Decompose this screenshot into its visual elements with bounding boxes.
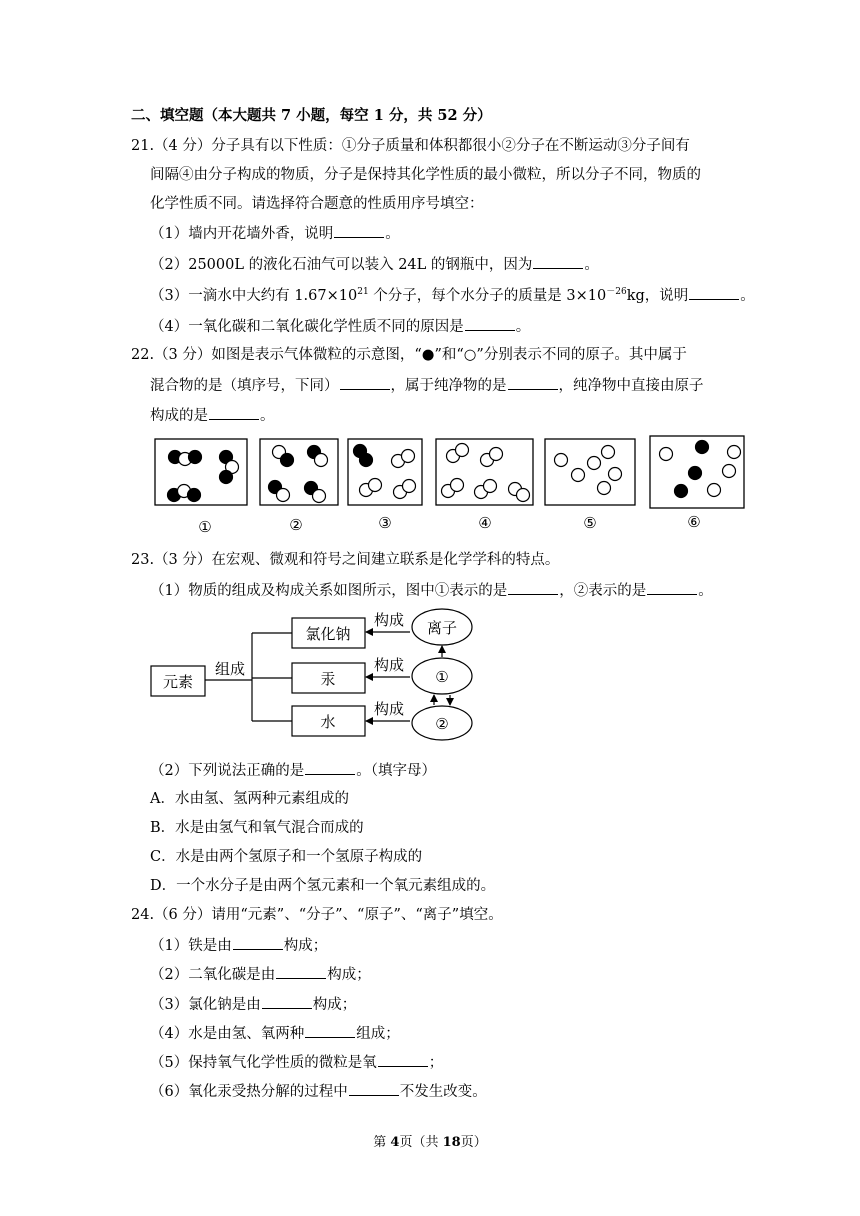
answer-blank[interactable] xyxy=(262,994,312,1009)
q23-option-b: B．水是由氢气和氧气混合而成的 xyxy=(150,820,364,836)
q23-line1: 23.（3 分）在宏观、微观和符号之间建立联系是化学学科的特点。 xyxy=(131,552,560,568)
element-label: 元素 xyxy=(162,673,194,691)
q24-line1: 24.（6 分）请用“元素”、“分子”、“原子”、“离子”填空。 xyxy=(131,907,503,923)
white-atom xyxy=(572,469,585,482)
compose-label: 组成 xyxy=(214,660,246,678)
ion-label: 离子 xyxy=(426,619,458,637)
white-atom xyxy=(484,480,497,493)
q24-part3: （3）氯化钠是由 构成； xyxy=(150,994,356,1015)
q24-part1: （1）铁是由 构成； xyxy=(150,935,327,956)
white-atom xyxy=(456,444,469,457)
nacl-label: 氯化钠 xyxy=(305,625,351,643)
white-atom xyxy=(598,482,611,495)
section-title: 二、填空题（本大题共 7 小题，每空 1 分，共 52 分） xyxy=(131,107,492,124)
white-atom xyxy=(490,448,503,461)
q21-part3: （3）一滴水中大约有 $1.67\times 10^{21}$ 个分子，每个水分子的质量是 $3\times 10^{-26}kg$，说明 。 xyxy=(150,287,755,304)
white-atom xyxy=(403,480,416,493)
box-2 xyxy=(260,439,338,505)
composition-diagram xyxy=(140,606,490,746)
answer-blank[interactable] xyxy=(276,964,326,979)
q22-line1: 22.（3 分）如图是表示气体微粒的示意图，“●”和“○”分别表示不同的原子。其中属于 xyxy=(131,347,687,363)
circle-1-label: ① xyxy=(435,668,449,686)
white-atom xyxy=(602,446,615,459)
answer-blank[interactable] xyxy=(349,1081,399,1096)
q22-line2: 混合物的是（填序号，下同） ，属于纯净物的是 ，纯净物中直接由原子 xyxy=(150,375,704,396)
white-atom xyxy=(555,454,568,467)
white-atom xyxy=(517,489,530,502)
q21-part4: （4）一氧化碳和二氧化碳化学性质不同的原因是 。 xyxy=(150,316,530,337)
black-atom xyxy=(696,441,709,454)
particle-diagram xyxy=(150,430,750,540)
black-atom xyxy=(689,467,702,480)
box-label-6: ⑥ xyxy=(687,513,701,531)
white-atom xyxy=(277,489,290,502)
black-atom xyxy=(281,454,294,467)
black-atom xyxy=(675,485,688,498)
black-atom xyxy=(188,489,201,502)
white-atom xyxy=(660,448,673,461)
box-label-3: ③ xyxy=(378,514,392,532)
q22-line3: 构成的是 。 xyxy=(150,405,275,426)
box-label-1: ① xyxy=(198,518,212,536)
make-label-2: 构成 xyxy=(373,656,405,674)
answer-blank[interactable] xyxy=(209,405,259,420)
white-atom xyxy=(313,490,326,503)
answer-blank[interactable] xyxy=(378,1052,428,1067)
q23-option-d: D．一个水分子是由两个氢元素和一个氧元素组成的。 xyxy=(150,878,496,894)
answer-blank[interactable] xyxy=(508,580,558,595)
q24-part5: （5）保持氧气化学性质的微粒是氧 ； xyxy=(150,1052,443,1073)
box-label-4: ④ xyxy=(478,514,492,532)
white-atom xyxy=(723,465,736,478)
q21-intro-line3: 化学性质不同。请选择符合题意的性质用序号填空： xyxy=(150,196,484,212)
q24-part4: （4）水是由氢、氧两种 组成； xyxy=(150,1023,400,1044)
white-atom xyxy=(451,479,464,492)
q21-intro-line2: 间隔④由分子构成的物质，分子是保持其化学性质的最小微粒，所以分子不同，物质的 xyxy=(150,167,701,183)
answer-blank[interactable] xyxy=(647,580,697,595)
white-atom xyxy=(728,446,741,459)
answer-blank[interactable] xyxy=(334,223,384,238)
q21-part2: （2）25000L 的液化石油气可以装入 24L 的钢瓶中，因为 。 xyxy=(150,254,599,275)
white-atom xyxy=(609,468,622,481)
box-label-5: ⑤ xyxy=(583,514,597,532)
white-atom xyxy=(369,479,382,492)
white-atom xyxy=(588,457,601,470)
q23-option-c: C．水是由两个氢原子和一个氢原子构成的 xyxy=(150,849,423,865)
box-label-2: ② xyxy=(289,516,303,534)
q24-part2: （2）二氧化碳是由 构成； xyxy=(150,964,371,985)
black-atom xyxy=(220,471,233,484)
page-footer: 第 4页（共 18页） xyxy=(373,1135,487,1150)
white-atom xyxy=(402,450,415,463)
answer-blank[interactable] xyxy=(533,254,583,269)
make-label-1: 构成 xyxy=(373,611,405,629)
q23-part2: （2）下列说法正确的是 。（填字母） xyxy=(150,760,436,781)
black-atom xyxy=(189,451,202,464)
answer-blank[interactable] xyxy=(340,375,390,390)
mercury-label: 汞 xyxy=(320,670,336,688)
q24-part6: （6）氧化汞受热分解的过程中 不发生改变。 xyxy=(150,1081,487,1102)
q23-option-a: A．水由氢、氢两种元素组成的 xyxy=(150,791,349,807)
make-label-3: 构成 xyxy=(373,700,405,718)
q21-part1: （1）墙内开花墙外香，说明 。 xyxy=(150,223,400,244)
answer-blank[interactable] xyxy=(508,375,558,390)
q23-part1: （1）物质的组成及构成关系如图所示，图中①表示的是 ，②表示的是 。 xyxy=(150,580,713,601)
page-total: 18 xyxy=(442,1135,461,1150)
q21-intro-line1: 21.（4 分）分子具有以下性质：①分子质量和体积都很小②分子在不断运动③分子间有 xyxy=(131,138,690,154)
answer-blank[interactable] xyxy=(305,760,355,775)
answer-blank[interactable] xyxy=(233,935,283,950)
answer-blank[interactable] xyxy=(305,1023,355,1038)
answer-blank[interactable] xyxy=(689,285,739,300)
black-atom xyxy=(360,454,373,467)
water-label: 水 xyxy=(320,713,336,731)
answer-blank[interactable] xyxy=(465,316,515,331)
circle-2-label: ② xyxy=(435,715,449,733)
white-atom xyxy=(708,484,721,497)
white-atom xyxy=(315,454,328,467)
page-number: 4 xyxy=(390,1135,400,1150)
